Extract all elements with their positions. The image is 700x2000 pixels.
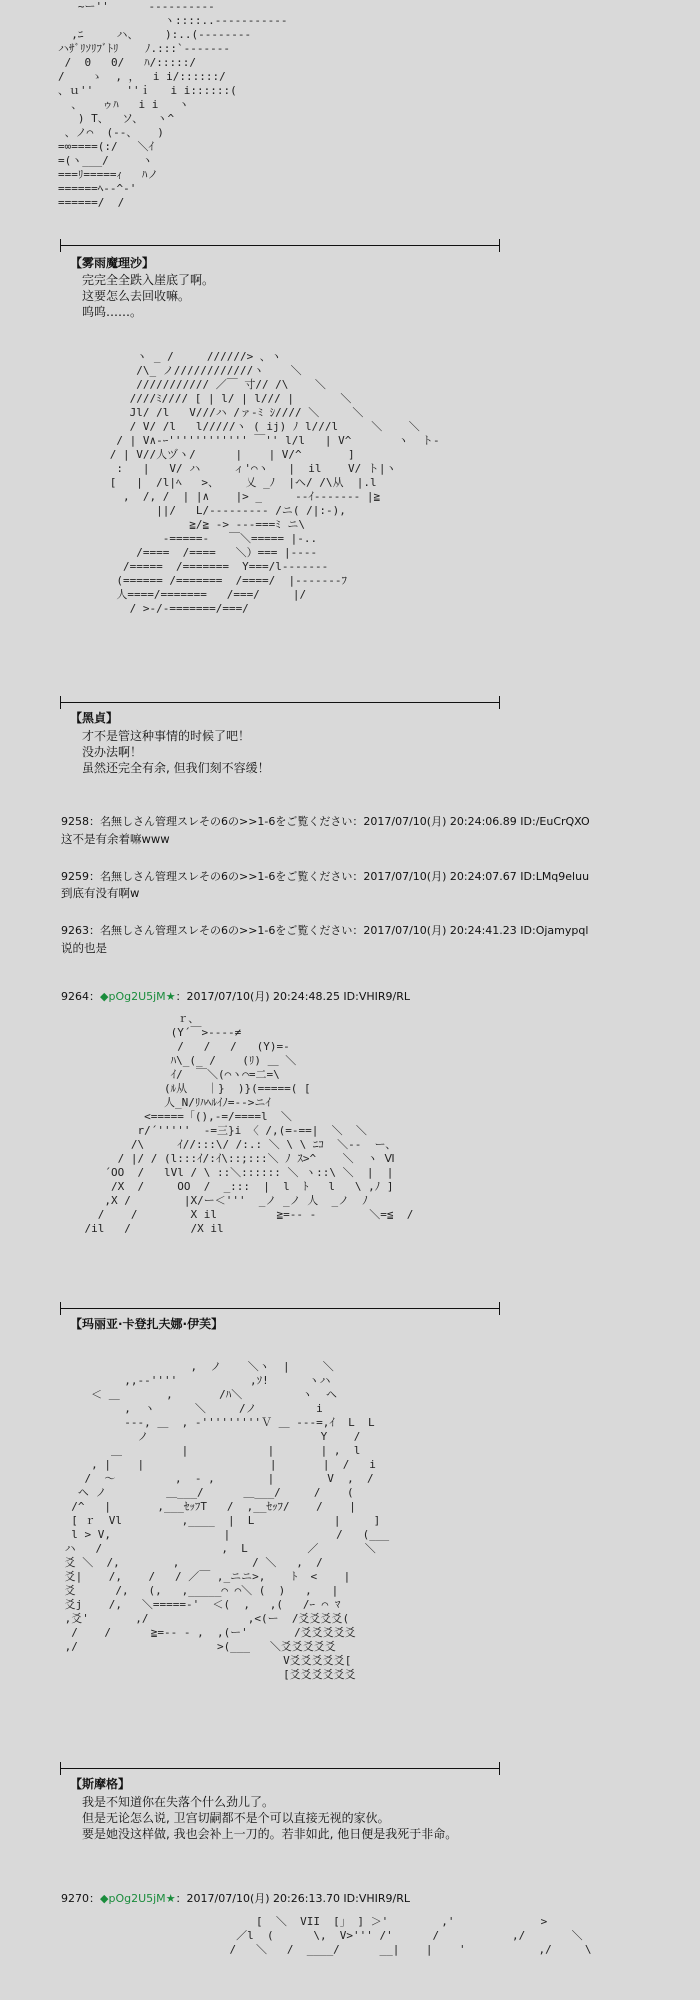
post-header: 9264：◆pOg2U5jM★：2017/07/10(月) 20:24:48.25 ID:VHIR9/RL [61,990,411,1003]
speech-kokuyo [82,728,270,776]
aa-art-kokuyo: ヽ _ / //////> 、ヽ /\_ ノ////////////ヽ ＼ /////////// ／￣ 寸// /\ ＼ ////ﾐ//// [ | l/ | l/// | ＼ Jl/ /l V///ハ /ァ-ﾐ ｼ//// ＼ ＼ / V/ /l l/////ヽ ( ij) ﾉ l///l ＼ ＼ / | V∧-ｰ'''''''''''' ￣'' l/l | V^ ヽ ト- / | V//人ヅヽ/ | | V/^ ] : | V/ ハ ィ'⌒ヽ | il V/ ト|ヽ [ | /l|ﾍ >、 乂 _ﾉ |ヘ/ /\从 |.l , /, / | |∧ |> _ --ｲ------- |≧ ||/ L/--------- /ニ( /|:-), ≧/≧ -> ---===ﾐ ニ\ -=====- ￣＼===== |-.. /==== /==== ＼）=== |---- /===== /======= Y===/l------- (====== /======= /====/ |-------ﾌ 人====/======= /===/ |/ / >-/-=======/===/ [109,350,440,615]
speech-marisa [82,272,214,320]
aa-art-marisa: ~ー'' ---------- ヽ::::..----------- ,ﾆ ハ、 ):..(-------- ハｻﾞﾘｿﾘﾌﾞﾄﾘ ﾉ.:::`------- / 0 0/ ﾊ/:::::/ / ゝ , ， i i/::::::/ 、ｕ'' ''ｉ i i::::::( 、 ゥﾊ i i ヽ ) T、 ソ、 ヽ^ 、ノ⌒ (--、 ) =∞====(:/ ＼ｲ =(ヽ___/ ヽ ===ﾘ=====ｨ ﾊノ ======ﾍ--^-' ======/ / [58,0,288,209]
post-header: 9263：名無しさん管理スレその6の>>1-6をご覧ください：2017/07/10(月) 20:24:41.23 ID:Ojamypql [61,924,589,937]
divider-rule [60,1308,500,1309]
post-header: 9270：◆pOg2U5jM★：2017/07/10(月) 20:26:13.70 ID:VHIR9/RL [61,1892,411,1905]
aa-art-last: [ ＼ VII [」 ] ＞' ,' > ／l ( \, V>''' /' / ,/ ＼ / ＼ / ____/ __| | ' ,/ \ [229,1915,592,1956]
post-header: 9259：名無しさん管理スレその6の>>1-6をご覧ください：2017/07/10(月) 20:24:07.67 ID:LMq9eluu [61,870,590,883]
divider-rule [60,245,500,246]
speaker-label-smoker: 【斯摩格】 [70,1777,131,1791]
speech-line: 呜呜……。 [82,305,143,319]
divider-rule [60,1768,500,1769]
speech-line: 但是无论怎么说, 卫宫切嗣都不是个可以直接无视的家伙。 [82,1811,390,1825]
post-body: 这不是有余着嘛www [61,832,170,846]
trip-code: ◆pOg2U5jM [100,990,166,1003]
divider-rule [60,702,500,703]
post-body: 说的也是 [61,941,107,955]
post-number[interactable]: 9263 [61,924,89,937]
speech-smoker [82,1794,457,1842]
speech-line: 我是不知道你在失落个什么劲儿了。 [82,1795,275,1809]
speech-line: 没办法啊！ [82,745,143,759]
post-number[interactable]: 9270 [61,1892,89,1905]
aa-art-smoker: , ノ ＼ヽ | ＼ ,,--'''' ,ｿ! ヽハ ＜ ＿ , /ﾊ＼ ヽ ヘ , ヽ ＼ /ノ i ---, ＿ , -'''''''''Ｖ ＿ ---=,ｲ L L ノ Y / ＿ | | | , l , | | | | / i / ～ , - , | V , / ヘ ノ ＿___/ ＿___/ / ( /^ | ,___ｾｯﾌT / ,__ｾｯﾌ/ / | [ ｒ Vl ,____ | L | ] l > V, | / (___ ハ / , L ／ ＼ 爻 ＼ /, , / ＼ , / 爻| /, / / ／￣ ,_ニニ>, ﾄ < | 爻 /, (, ,_____⌒ ⌒＼ ( ) , | 爻j /, ＼=====‐' ＜( , ,( /ｰ ⌒ ﾏ ,爻' ,/ ,<(ー /爻爻爻爻( / / ≧=-- - , ,(ー' /爻爻爻爻爻 ,/ >(___ ＼爻爻爻爻爻 V爻爻爻爻爻[ [爻爻爻爻爻爻 [64,1360,390,1681]
speech-line: 才不是管这种事情的时候了吧！ [82,729,251,743]
star-icon: ★ [165,990,176,1003]
post-body: 到底有没有啊w [61,886,140,900]
speaker-label-kokuyo: 【黑貞】 [70,711,119,725]
trip-code: ◆pOg2U5jM [100,1892,166,1905]
post-number[interactable]: 9258 [61,815,89,828]
post-number[interactable]: 9264 [61,990,89,1003]
speaker-label-marisa: 【雾雨魔理沙】 [70,256,155,270]
speech-line: 虽然还完全有余, 但我们刻不容缓！ [82,761,270,775]
star-icon: ★ [165,1892,176,1905]
aa-art-maria: ｒ、 (Y´￣>----≠ / / / (Y)=- ﾊ\_(_ / (ﾘ) ＿ ＼ ｲ/ ￣＼(⌒ヽ⌒=二=\ (ﾙ从 ｜} )}(=====( [ 人_N/ﾘﾊﾍﾙｲﾉ=-->ニｲ <=====「(),-=/====l ＼ r/´''''' -=三}i 〈 /,(=-==| ＼ ＼ /\ ｲ//:::\/ /:.: ＼ \ \ ﾆｺ ＼-- ー、 / |/ / (l:::ｲ/:ｲ\::;:::＼ ﾉ ｽ>^ ＼ ヽ Ⅵ ´OO / lVl / \ ::＼:::::: ＼ ヽ::\ ＼ | | /X / OO / _::: | l ﾄ l \ ,ﾉ ] ,X / |X/ー＜''' _ノ _ノ 人 _ノ ﾉ / / X il ≧=-- - ＼=≦ / /il / /X il [84,1012,414,1235]
post-number[interactable]: 9259 [61,870,89,883]
speaker-label-maria: 【玛丽亚·卡登扎夫娜·伊芙】 [70,1317,224,1331]
speech-line: 完完全全跌入崖底了啊。 [82,273,215,287]
post-header: 9258：名無しさん管理スレその6の>>1-6をご覧ください：2017/07/10(月) 20:24:06.89 ID:/EuCrQXO [61,815,590,828]
speech-line: 这要怎么去回收嘛。 [82,289,191,303]
speech-line: 要是她没这样做, 我也会补上一刀的。若非如此, 他日便是我死于非命。 [82,1827,458,1841]
